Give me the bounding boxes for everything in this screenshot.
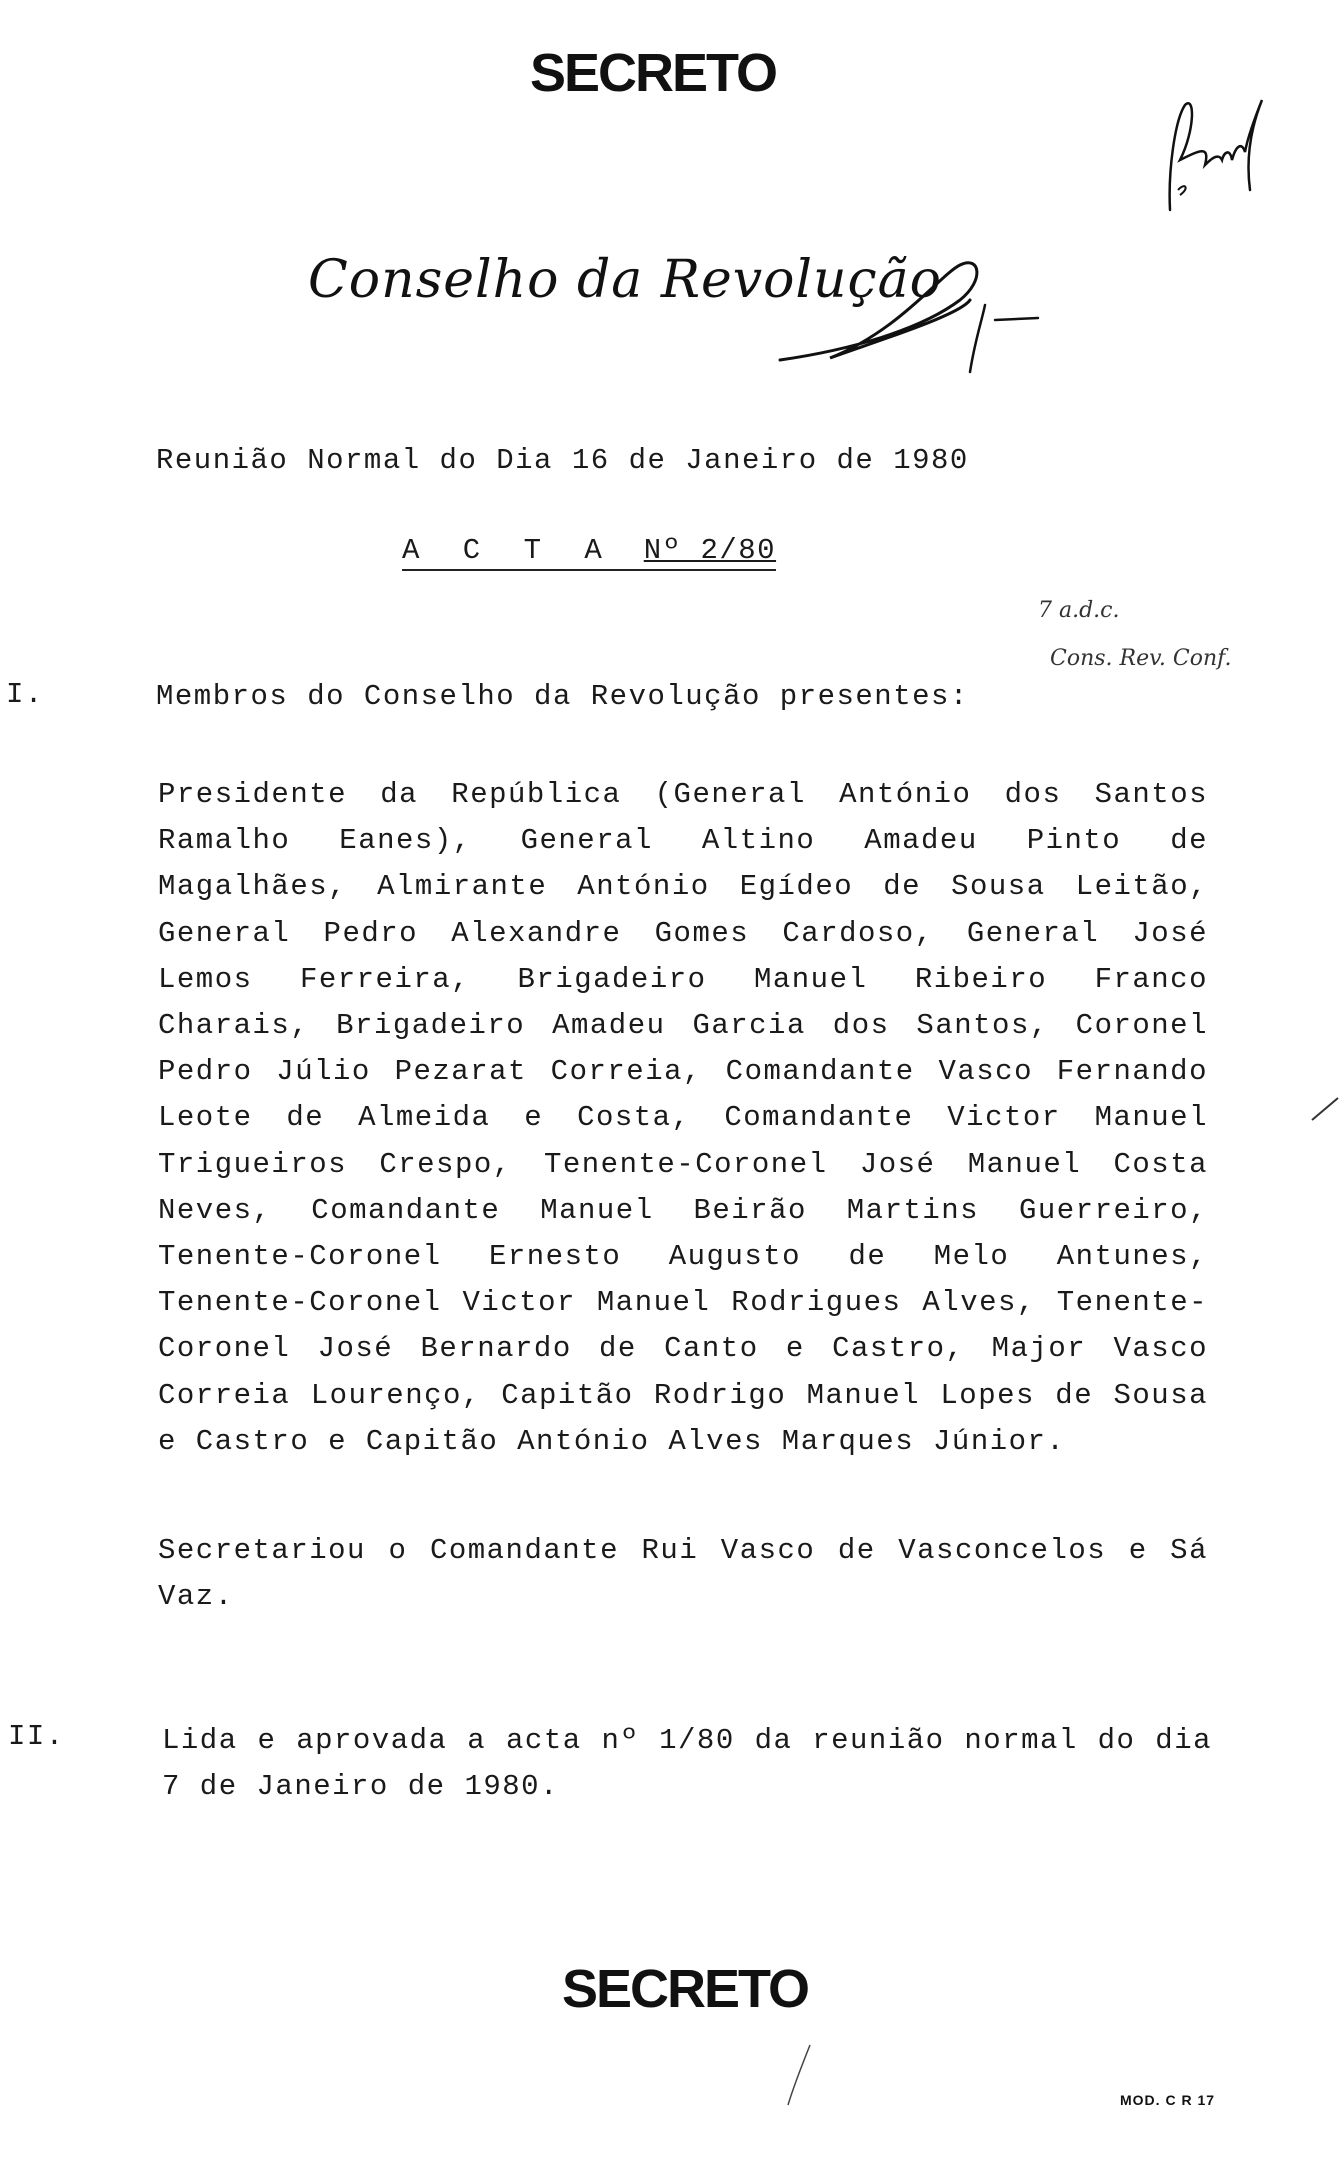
pen-mark <box>780 2040 820 2110</box>
members-list: Presidente da República (General António dos Santos Ramalho Eanes), General Altino Amadeu Pinto de Magalhães, Almirante António Egídeo de Sousa Leitão, General Pedro Alexandre Gomes Cardoso, General José Lemos Ferreira, Brigadeiro Manuel Ribeiro Franco Charais, Brigadeiro Amadeu Garcia dos Santos, Coronel Pedro Júlio Pezarat Correia, Comandante Vasco Fernando Leote de Almeida e Costa, Comandante Victor Manuel Trigueiros Crespo, Tenente-Coronel José Manuel Costa Neves, Comandante Manuel Beirão Martins Guerreiro, Tenente-Coronel Ernesto Augusto de Melo Antunes, Tenente-Coronel Victor Manuel Rodrigues Alves, Tenente-Coronel José Bernardo de Canto e Castro, Major Vasco Correia Lourenço, Capitão Rodrigo Manuel Lopes de Sousa e Castro e Capitão António Alves Marques Júnior. <box>158 778 1208 1458</box>
margin-annotation-2: Cons. Rev. Conf. <box>1050 646 1232 671</box>
section-i-numeral: I. <box>6 678 44 711</box>
secretary-line: Secretariou o Comandante Rui Vasco de Vasconcelos e Sá Vaz. <box>158 1534 1208 1614</box>
meeting-title: Reunião Normal do Dia 16 de Janeiro de 1980 <box>156 444 969 477</box>
acta-heading <box>402 536 776 571</box>
handwritten-initials <box>1150 90 1280 220</box>
letterhead-flourish <box>770 240 1050 380</box>
acta-label: A C T A <box>402 534 615 567</box>
form-code: MOD. C R 17 <box>1120 2092 1216 2108</box>
classification-header: SECRETO <box>529 43 777 103</box>
section-ii-text: Lida e aprovada a acta nº 1/80 da reunião normal do dia 7 de Janeiro de 1980. <box>162 1724 1212 1804</box>
section-i-heading: Membros do Conselho da Revolução presentes: <box>156 680 969 713</box>
letterhead-title: Conselho da Revolução <box>308 250 942 310</box>
classification-footer: SECRETO <box>561 1959 809 2019</box>
section-ii-numeral: II. <box>8 1720 65 1753</box>
margin-annotation-1: 7 a.d.c. <box>1038 598 1120 623</box>
margin-tick-mark <box>1310 1094 1340 1124</box>
acta-number: Nº 2/80 <box>643 534 777 567</box>
